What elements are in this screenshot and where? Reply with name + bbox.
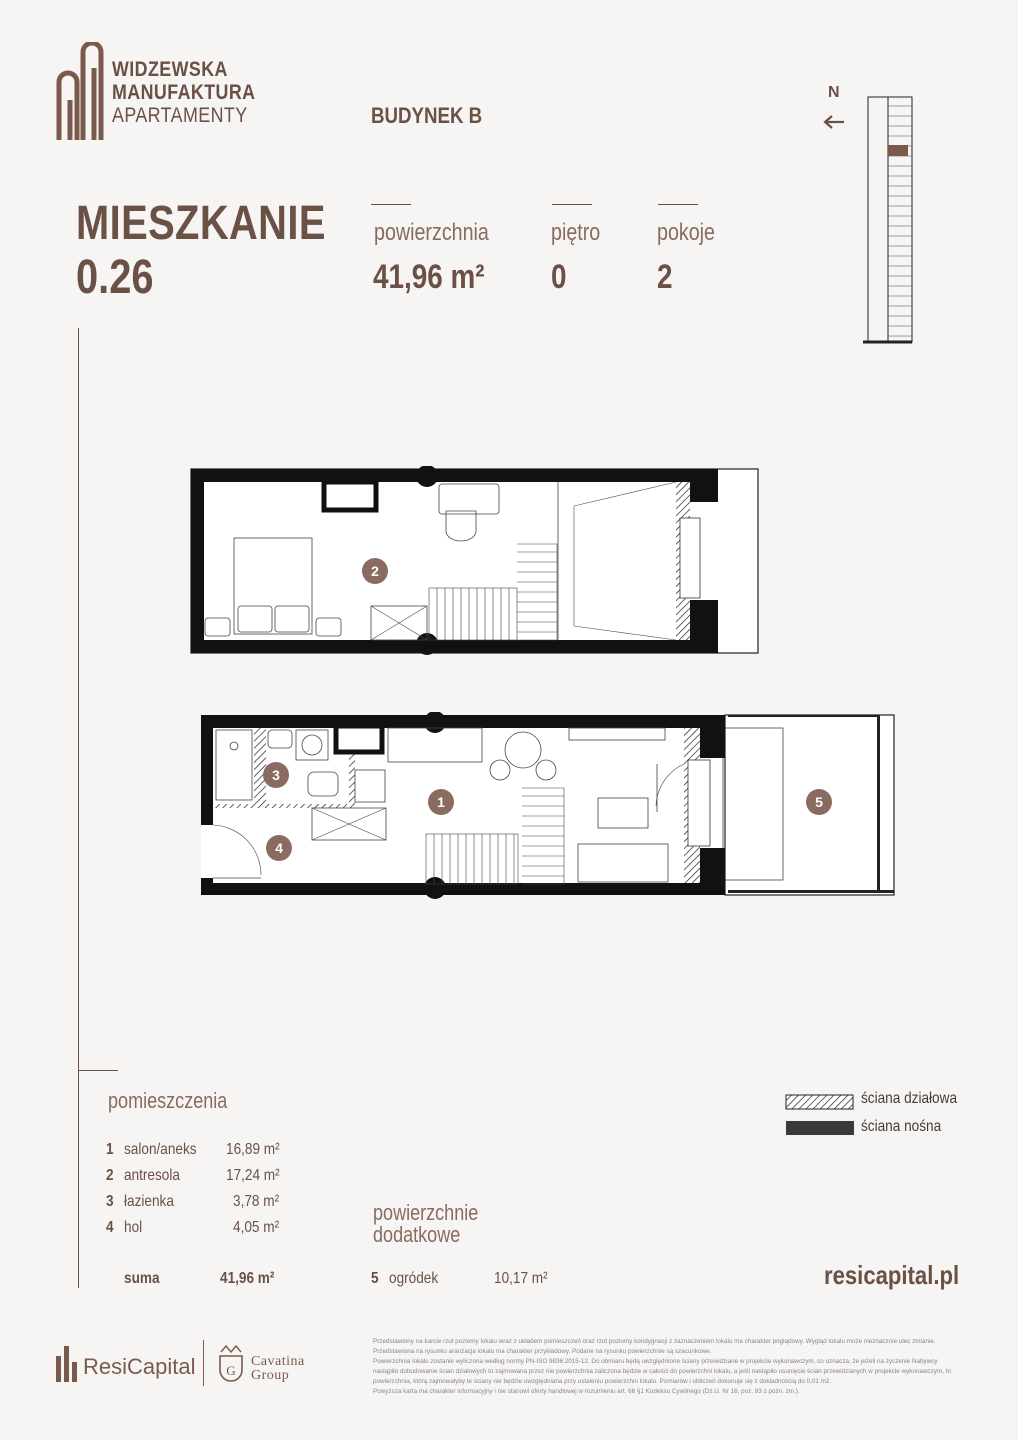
legend-solid-swatch xyxy=(786,1121,854,1135)
brand-logo-mark xyxy=(54,42,106,142)
legend-hatched-swatch xyxy=(785,1094,855,1110)
room-area: 16,89 m² xyxy=(226,1141,280,1158)
divider xyxy=(203,1340,204,1386)
divider xyxy=(78,1070,118,1071)
floor-plan-ground xyxy=(198,712,898,900)
sum-value: 41,96 m² xyxy=(220,1270,275,1287)
compass-letter: N xyxy=(828,84,840,101)
stat-value-rooms: 2 xyxy=(657,258,673,296)
extra-heading-line1: powierzchnie xyxy=(373,1200,479,1225)
resicapital-logo-text: ResiCapital xyxy=(83,1354,196,1379)
vertical-rule xyxy=(78,328,79,1288)
brand-name-line2: MANUFAKTURA xyxy=(112,81,256,104)
sum-label: suma xyxy=(124,1270,160,1287)
apartment-title: MIESZKANIE xyxy=(76,197,326,250)
plan-marker-2: 2 xyxy=(362,558,388,584)
stat-value-floor: 0 xyxy=(551,258,567,296)
website-link[interactable]: resicapital.pl xyxy=(824,1260,960,1290)
disclaimer xyxy=(373,1337,953,1397)
extra-area: 10,17 m² xyxy=(494,1270,548,1287)
disclaimer-line: Przedstawiona na rysunku aranżacja lokalu ma charakter przykładowy. Podane na rysunku powierzchnie są szacunkowe. xyxy=(373,1348,712,1355)
disclaimer-line: Powyższa karta ma charakter informacyjny i nie stanowi oferty handlowej w rozumieniu art. 66 §1 Kodeksu Cywilnego (Dz.U. Nr 16, poz. 93 z późn. zm.). xyxy=(373,1388,800,1395)
room-name: salon/aneks xyxy=(124,1141,197,1158)
room-name: hol xyxy=(124,1219,143,1236)
room-number: 3 xyxy=(106,1193,114,1210)
cavatina-logo-text-line2: Group xyxy=(251,1368,290,1383)
building-label: BUDYNEK B xyxy=(371,103,483,128)
stat-label-rooms: pokoje xyxy=(657,219,716,246)
north-arrow-icon xyxy=(822,114,846,130)
divider xyxy=(658,204,698,205)
plan-marker-5: 5 xyxy=(806,789,832,815)
room-area: 17,24 m² xyxy=(226,1167,280,1184)
apartment-number: 0.26 xyxy=(76,251,154,304)
legend-label-load-bearing: ściana nośna xyxy=(861,1118,942,1135)
room-name: antresola xyxy=(124,1167,180,1184)
room-number: 2 xyxy=(106,1167,114,1184)
disclaimer-line: Przedstawiony na karcie rzut poziomy lokalu wraz z układem pomieszczeń oraz rzut poziomy kondygnacji z zaznaczeniem lokalu ma charakter poglądowy. Wygląd lokalu może nieznacznie ulec zmianie. xyxy=(373,1338,936,1345)
svg-text:G: G xyxy=(226,1363,236,1378)
plan-marker-3: 3 xyxy=(263,762,289,788)
room-area: 4,05 m² xyxy=(233,1219,280,1236)
extra-name: ogródek xyxy=(389,1270,439,1287)
brand-name-line1: WIDZEWSKA xyxy=(112,58,228,81)
room-number: 4 xyxy=(106,1219,114,1236)
extra-heading-line2: dodatkowe xyxy=(373,1222,461,1247)
room-area: 3,78 m² xyxy=(233,1193,280,1210)
resicapital-logo-icon xyxy=(55,1344,79,1384)
stat-value-area: 41,96 m² xyxy=(373,258,485,296)
cavatina-logo-text-line1: Cavatina xyxy=(251,1354,305,1369)
brand-name-line3: APARTAMENTY xyxy=(112,104,248,127)
plan-marker-4: 4 xyxy=(266,835,292,861)
divider xyxy=(552,204,592,205)
stat-label-floor: piętro xyxy=(551,219,601,246)
room-number: 1 xyxy=(106,1141,114,1158)
rooms-heading: pomieszczenia xyxy=(108,1088,228,1113)
plan-marker-1: 1 xyxy=(428,789,454,815)
cavatina-logo-icon xyxy=(217,1340,245,1386)
legend-label-partition: ściana działowa xyxy=(861,1090,958,1107)
floor-plan-upper xyxy=(188,466,763,658)
disclaimer-line: Powierzchnia lokalu zostanie wyliczona według normy PN-ISO 9836:2015-12. Do obmiaru będą uwzględnione ściany przewidziane w projekcie wykonawczym, co oznacza, że jeżeli na życzenie Nabywcy nastąpiło dobudowanie ścian działowych to zajmowana przez nie powierzchnia zaliczona będzie w całości do powierzchni lokalu, a jeśli nastąpiło usunięcie ścian przewidzianych w projekcie wykonawczym, to powierzchnia, którą zajmowałyby te ściany nie będzie uwzględniana przy ustaleniu powierzchni lokalu. Pomiarów i obliczeń dokonuje się z dokładnością do 0,01 m2. xyxy=(373,1358,951,1385)
building-key-plan xyxy=(860,94,916,346)
room-name: łazienka xyxy=(124,1193,174,1210)
stat-label-area: powierzchnia xyxy=(374,219,489,246)
divider xyxy=(371,204,411,205)
extra-number: 5 xyxy=(371,1270,379,1287)
